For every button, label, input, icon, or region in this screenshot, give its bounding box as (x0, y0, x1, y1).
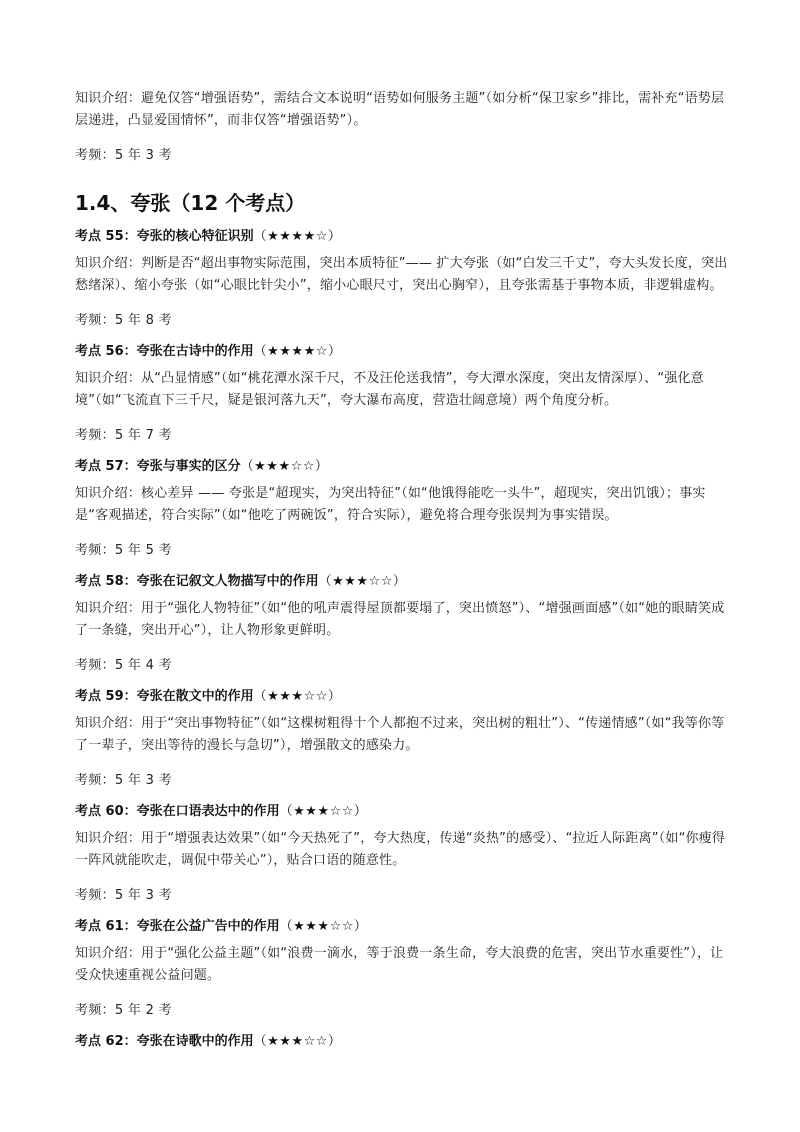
exam-point-title (75, 917, 730, 937)
exam-point-58 (75, 572, 730, 677)
knowledge-intro: 知识介绍：从“凸显情感”（如“桃花潭水深千尺，不及汪伦送我情”，夸大潭水深度，突出友情深厚）、“强化意境”（如“飞流直下三千尺，疑是银河落九天”，夸大瀑布高度，营造壮阔意境）两个角度分析。 (75, 371, 704, 408)
rating-stars: （★★★★☆） (253, 229, 342, 244)
intro-paragraph: 知识介绍：避免仅答“增强语势”，需结合文本说明“语势如何服务主题”（如分析“保卫家乡”排比，需补充“语势层层递进，凸显爱国情怀”，而非仅答“增强语势”）。 (75, 91, 725, 128)
rating-stars: （★★★☆☆） (253, 1034, 342, 1049)
exam-point-title (75, 457, 730, 477)
rating-stars: （★★★☆☆） (279, 804, 368, 819)
exam-point-name: 考点 56：夸张在古诗中的作用 (75, 344, 254, 359)
knowledge-intro: 知识介绍：用于“增强表达效果”（如“今天热死了”，夸大热度，传递“炎热”的感受）、“拉近人际距离”（如“你瘦得一阵风就能吹走，调侃中带关心”），贴合口语的随意性。 (75, 831, 726, 868)
rating-stars: （★★★☆☆） (318, 574, 407, 589)
exam-frequency: 考频：5 年 3 考 (75, 888, 172, 903)
exam-frequency: 考频：5 年 7 考 (75, 428, 172, 443)
rating-stars: （★★★☆☆） (240, 459, 329, 474)
knowledge-intro: 知识介绍：用于“强化人物特征”（如“他的吼声震得屋顶都要塌了，突出愤怒”）、“增强画面感”（如“她的眼睛笑成了一条缝，突出开心”），让人物形象更鲜明。 (75, 601, 725, 638)
exam-frequency: 考频：5 年 2 考 (75, 1003, 172, 1018)
exam-point-title (75, 227, 730, 247)
exam-point-name: 考点 58：夸张在记叙文人物描写中的作用 (75, 574, 319, 589)
rating-stars: （★★★★☆） (253, 344, 342, 359)
exam-point-62 (75, 1032, 730, 1052)
exam-point-55 (75, 227, 730, 332)
exam-point-name: 考点 61：夸张在公益广告中的作用 (75, 919, 280, 934)
exam-point-59 (75, 687, 730, 792)
exam-point-title (75, 1032, 730, 1052)
exam-frequency: 考频：5 年 4 考 (75, 658, 172, 673)
exam-point-56 (75, 342, 730, 447)
exam-point-title (75, 342, 730, 362)
knowledge-intro: 知识介绍：用于“突出事物特征”（如“这棵树粗得十个人都抱不过来，突出树的粗壮”）、“传递情感”（如“我等你等了一辈子，突出等待的漫长与急切”），增强散文的感染力。 (75, 716, 725, 753)
rating-stars: （★★★☆☆） (279, 919, 368, 934)
exam-point-name: 考点 60：夸张在口语表达中的作用 (75, 804, 280, 819)
knowledge-intro: 知识介绍：核心差异 —— 夸张是“超现实，为突出特征”（如“他饿得能吃一头牛”，超现实，突出饥饿）；事实是“客观描述，符合实际”（如“他吃了两碗饭”，符合实际），避免将合理夸张误判为事实错误。 (75, 486, 706, 523)
exam-point-title (75, 572, 730, 592)
section-heading: 1.4、夸张（12 个考点） (75, 191, 306, 215)
exam-point-57 (75, 457, 730, 562)
exam-point-name: 考点 59：夸张在散文中的作用 (75, 689, 254, 704)
exam-frequency: 考频：5 年 8 考 (75, 313, 172, 328)
exam-point-name: 考点 57：夸张与事实的区分 (75, 459, 241, 474)
knowledge-intro: 知识介绍：判断是否“超出事物实际范围，突出本质特征”—— 扩大夸张（如“白发三千丈”，夸大头发长度，突出愁绪深）、缩小夸张（如“心眼比针尖小”，缩小心眼尺寸，突出心胸窄），且夸张需基于事物本质，非逻辑虚构。 (75, 256, 728, 293)
exam-point-title (75, 802, 730, 822)
exam-point-60 (75, 802, 730, 907)
exam-frequency: 考频：5 年 5 考 (75, 543, 172, 558)
exam-point-name: 考点 62：夸张在诗歌中的作用 (75, 1034, 254, 1049)
exam-point-title (75, 687, 730, 707)
rating-stars: （★★★☆☆） (253, 689, 342, 704)
knowledge-intro: 知识介绍：用于“强化公益主题”（如“浪费一滴水，等于浪费一条生命，夸大浪费的危害，突出节水重要性”），让受众快速重视公益问题。 (75, 946, 724, 983)
exam-point-61 (75, 917, 730, 1022)
document-page (75, 88, 730, 1058)
exam-point-name: 考点 55：夸张的核心特征识别 (75, 229, 254, 244)
intro-frequency: 考频：5 年 3 考 (75, 148, 172, 163)
exam-frequency: 考频：5 年 3 考 (75, 773, 172, 788)
